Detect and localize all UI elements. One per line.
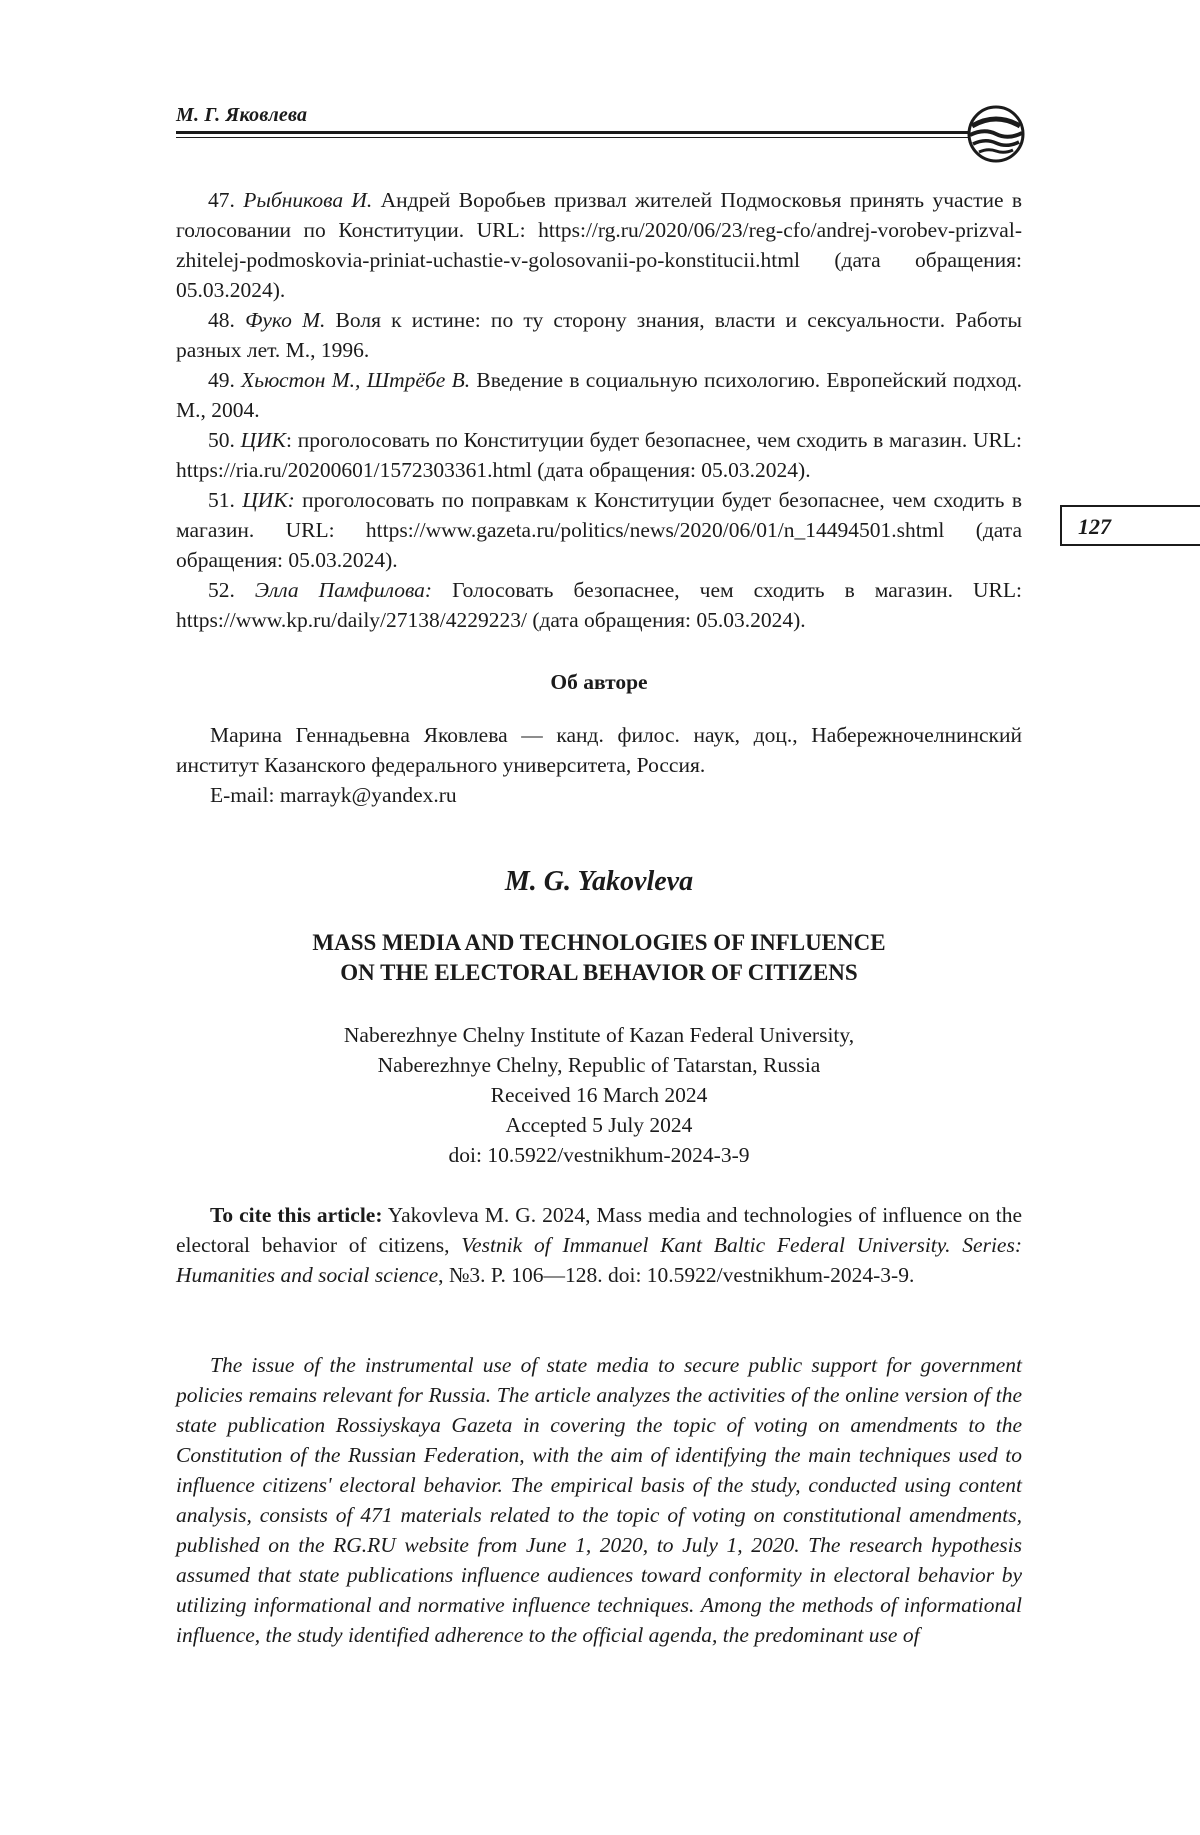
header-rule-thick <box>176 131 974 134</box>
accepted-date: Accepted 5 July 2024 <box>505 1113 693 1137</box>
article-meta <box>176 1020 1022 1170</box>
author-bio: Марина Геннадьевна Яковлева — канд. филос. наук, доц., Набережночелнинский институт Казанского федерального университета, Россия. <box>176 723 1022 777</box>
reference-list <box>176 185 1022 635</box>
doi: doi: 10.5922/vestnikhum-2024-3-9 <box>448 1143 750 1167</box>
reference-item: 47. Рыбникова И. Андрей Воробьев призвал жителей Подмосковья принять участие в голосовании по Конституции. URL: https://rg.ru/2020/06/23/reg-cfo/andrej-vorobev-prizval-zhitelej-podmoskovia-priniat-uchastie-v-golosovanii-po-konstitucii.html (дата обращения: 05.03.2024). <box>176 188 1023 302</box>
abstract: The issue of the instrumental use of state media to secure public support for government policies remains relevant for Russia. The article analyzes the activities of the online version of the state publication Rossiyskaya Gazeta in covering the topic of voting on amendments to the Constitution of the Russian Federation, with the aim of identifying the main techniques used to influence citizens' electoral behavior. The empirical basis of the study, conducted using content analysis, consists of 471 materials related to the topic of voting on constitutional amendments, published on the RG.RU website from June 1, 2020, to July 1, 2020. The research hypothesis assumed that state publications influence audiences toward conformity in electoral behavior by utilizing informational and normative influence techniques. Among the methods of informational influence, the study identified adherence to the official agenda, the predominant use of <box>176 1353 1022 1647</box>
page-number-box <box>1060 505 1200 546</box>
citation-block: To cite this article: Yakovleva M. G. 2024, Mass media and technologies of influence on the electoral behavior of citizens, Vestnik of Immanuel Kant Baltic Federal University. Series: Humanities and social science, №3. P. 106—128. doi: 10.5922/vestnikhum-2024-3-9. <box>176 1203 1022 1287</box>
author-email: E-mail: marrayk@yandex.ru <box>210 783 457 807</box>
about-author-body <box>176 720 1022 810</box>
affiliation-line: Naberezhnye Chelny Institute of Kazan Federal University, <box>343 1023 855 1047</box>
page-number: 127 <box>1078 514 1111 539</box>
citation-label: To cite this article: <box>210 1203 383 1227</box>
english-title: MASS MEDIA AND TECHNOLOGIES OF INFLUENCE ON THE ELECTORAL BEHAVIOR OF CITIZENS <box>312 930 886 985</box>
reference-item: 49. Хьюстон М., Штрёбе В. Введение в социальную психологию. Европейский подход. М., 2004. <box>176 368 1023 422</box>
received-date: Received 16 March 2024 <box>490 1083 708 1107</box>
english-author: M. G. Yakovleva <box>504 866 694 897</box>
reference-item: 51. ЦИК: проголосовать по поправкам к Конституции будет безопаснее, чем сходить в магазин. URL: https://www.gazeta.ru/politics/news/2020/06/01/n_14494501.shtml (дата обращения: 05.03.2024). <box>176 488 1022 572</box>
reference-item: 50. ЦИК: проголосовать по Конституции будет безопаснее, чем сходить в магазин. URL: https://ria.ru/20200601/1572303361.html (дата обращения: 05.03.2024). <box>176 428 1022 482</box>
running-header-author: М. Г. Яковлева <box>176 104 308 126</box>
header-rule-thin <box>176 137 974 138</box>
reference-item: 48. Фуко М. Воля к истине: по ту сторону знания, власти и сексуальности. Работы разных лет. М., 1996. <box>176 308 1023 362</box>
affiliation-line: Naberezhnye Chelny, Republic of Tatarstan, Russia <box>377 1053 821 1077</box>
journal-wave-logo-icon <box>966 104 1026 164</box>
reference-item: 52. Элла Памфилова: Голосовать безопаснее, чем сходить в магазин. URL: https://www.kp.ru/daily/27138/4229223/ (дата обращения: 05.03.2024). <box>176 578 1022 632</box>
journal-name: Vestnik of Immanuel Kant Baltic Federal University. Series: Humanities and social science <box>176 1233 1022 1287</box>
about-author-heading: Об авторе <box>550 670 648 694</box>
